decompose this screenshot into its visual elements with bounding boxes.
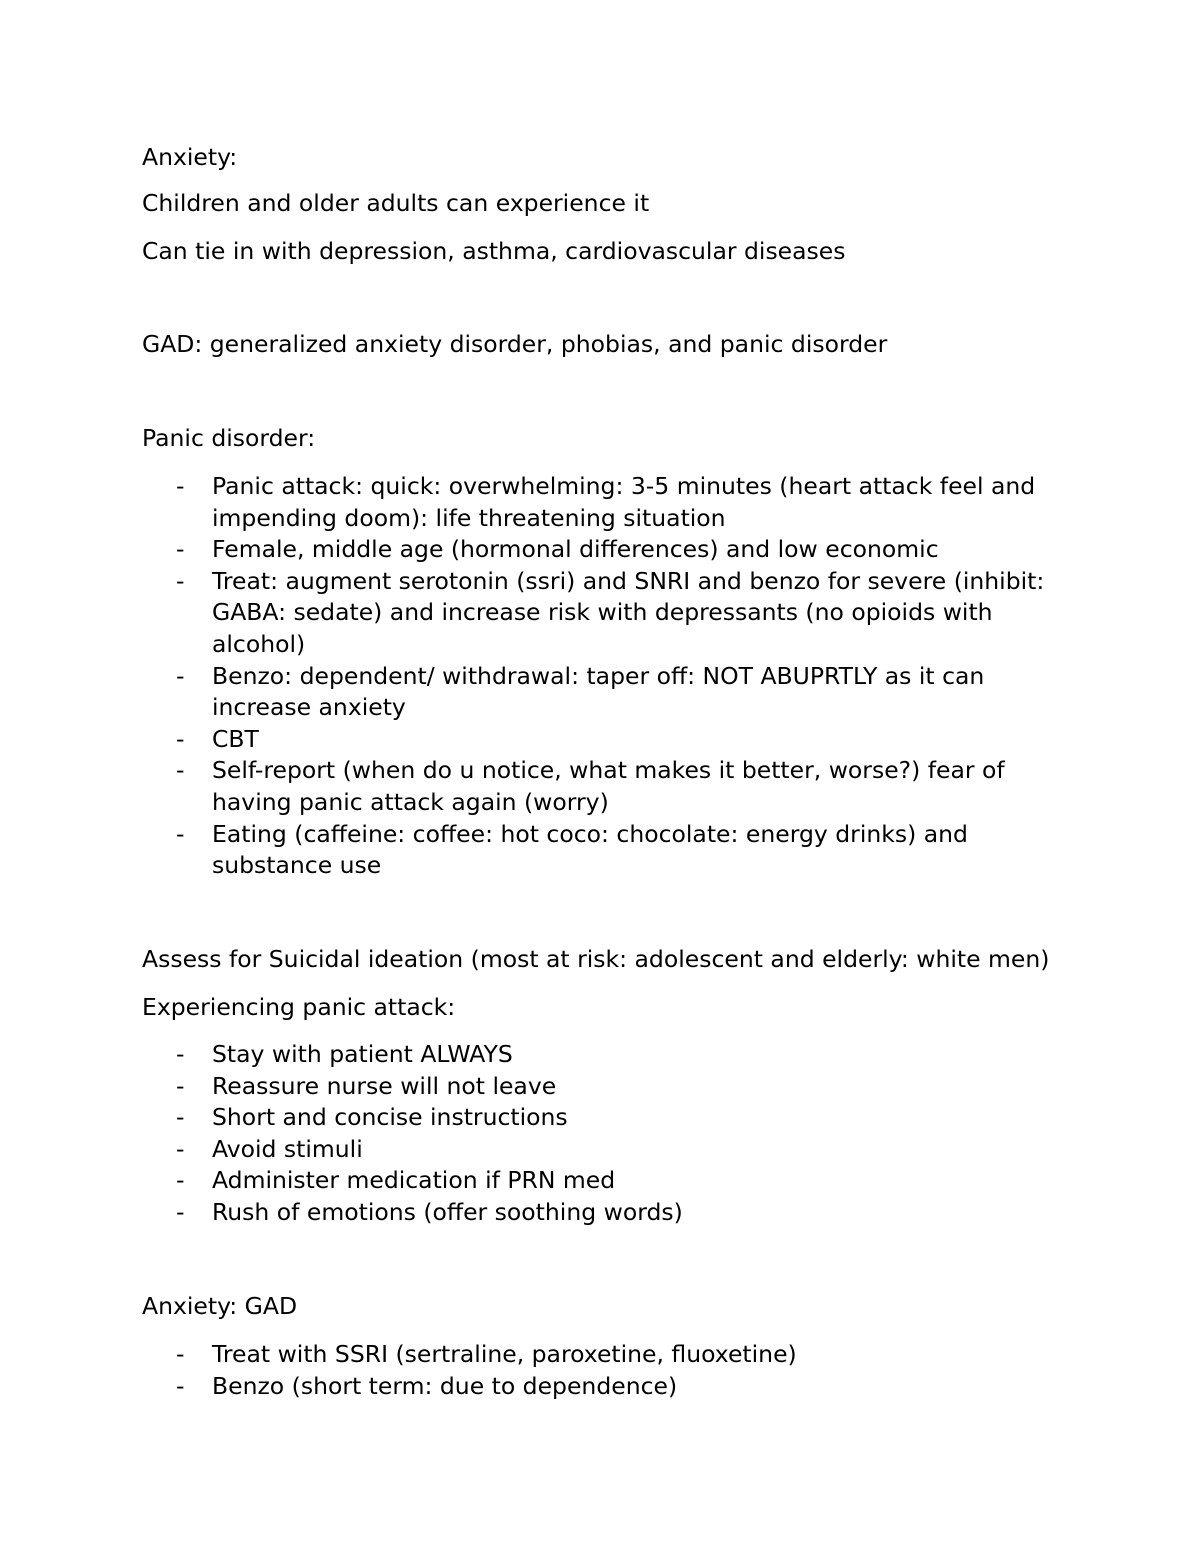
experiencing-panic-list (142, 1039, 1082, 1229)
list-item-text: CBT (212, 724, 259, 753)
bullet-dash: - (176, 1103, 185, 1132)
list-item (142, 819, 1082, 882)
list-item-text: Panic attack: quick: overwhelming: 3-5 minutes (heart attack feel and impending doom): life threatening situation (212, 472, 1036, 532)
list-item (142, 534, 1082, 566)
bullet-dash: - (176, 661, 185, 690)
list-item-text: Female, middle age (hormonal differences) and low economic (212, 535, 939, 564)
list-item (142, 566, 1082, 661)
bullet-dash: - (176, 724, 185, 753)
list-item (142, 1197, 1082, 1229)
bullet-dash: - (176, 1197, 185, 1226)
list-item (142, 724, 1082, 756)
list-item-text: Administer medication if PRN med (212, 1166, 616, 1195)
tie-in-line: Can tie in with depression, asthma, cardiovascular diseases (142, 237, 846, 265)
list-item-text: Reassure nurse will not leave (212, 1071, 557, 1100)
panic-disorder-list (142, 471, 1082, 882)
bullet-dash: - (176, 566, 185, 595)
list-item (142, 1071, 1082, 1103)
bullet-dash: - (176, 535, 185, 564)
bullet-dash: - (176, 1166, 185, 1195)
gad-definition-line: GAD: generalized anxiety disorder, phobias, and panic disorder (142, 330, 888, 358)
panic-disorder-heading: Panic disorder: (142, 424, 316, 452)
bullet-dash: - (176, 1040, 185, 1068)
bullet-dash: - (176, 1134, 185, 1163)
list-item-text: Short and concise instructions (212, 1103, 568, 1132)
anxiety-gad-heading: Anxiety: GAD (142, 1292, 298, 1320)
bullet-dash: - (176, 756, 185, 785)
anxiety-heading: Anxiety: (142, 143, 238, 171)
experiencing-panic-heading: Experiencing panic attack: (142, 993, 456, 1021)
list-item-text: Benzo: dependent/ withdrawal: taper off: NOT ABUPRTLY as it can increase anxiety (212, 661, 985, 722)
list-item-text: Treat with SSRI (sertraline, paroxetine, fluoxetine) (212, 1340, 797, 1368)
list-item-text: Treat: augment serotonin (ssri) and SNRI and benzo for severe (inhibit: GABA: sedate) and increase risk with depressants (no opioids with alcohol) (212, 566, 1045, 658)
children-line: Children and older adults can experience it (142, 189, 650, 217)
list-item-text: Rush of emotions (offer soothing words) (212, 1197, 683, 1226)
list-item-text: Self-report (when do u notice, what makes it better, worse?) fear of having panic attack again (worry) (212, 756, 1005, 816)
list-item (142, 1371, 1082, 1403)
list-item (142, 1339, 1082, 1371)
list-item (142, 471, 1082, 534)
list-item-text: Stay with patient ALWAYS (212, 1040, 513, 1068)
list-item (142, 755, 1082, 818)
list-item (142, 661, 1082, 724)
anxiety-gad-list (142, 1339, 1082, 1402)
bullet-dash: - (176, 1071, 185, 1100)
list-item (142, 1134, 1082, 1166)
list-item (142, 1102, 1082, 1134)
list-item (142, 1165, 1082, 1197)
bullet-dash: - (176, 1340, 185, 1368)
bullet-dash: - (176, 819, 185, 848)
document-page (142, 0, 1082, 1553)
bullet-dash: - (176, 1371, 185, 1400)
list-item-text: Eating (caffeine: coffee: hot coco: chocolate: energy drinks) and substance use (212, 819, 968, 880)
list-item-text: Benzo (short term: due to dependence) (212, 1371, 678, 1400)
list-item (142, 1039, 1082, 1071)
bullet-dash: - (176, 472, 185, 500)
suicidal-ideation-line: Assess for Suicidal ideation (most at risk: adolescent and elderly: white men) (142, 945, 1050, 973)
list-item-text: Avoid stimuli (212, 1134, 363, 1163)
